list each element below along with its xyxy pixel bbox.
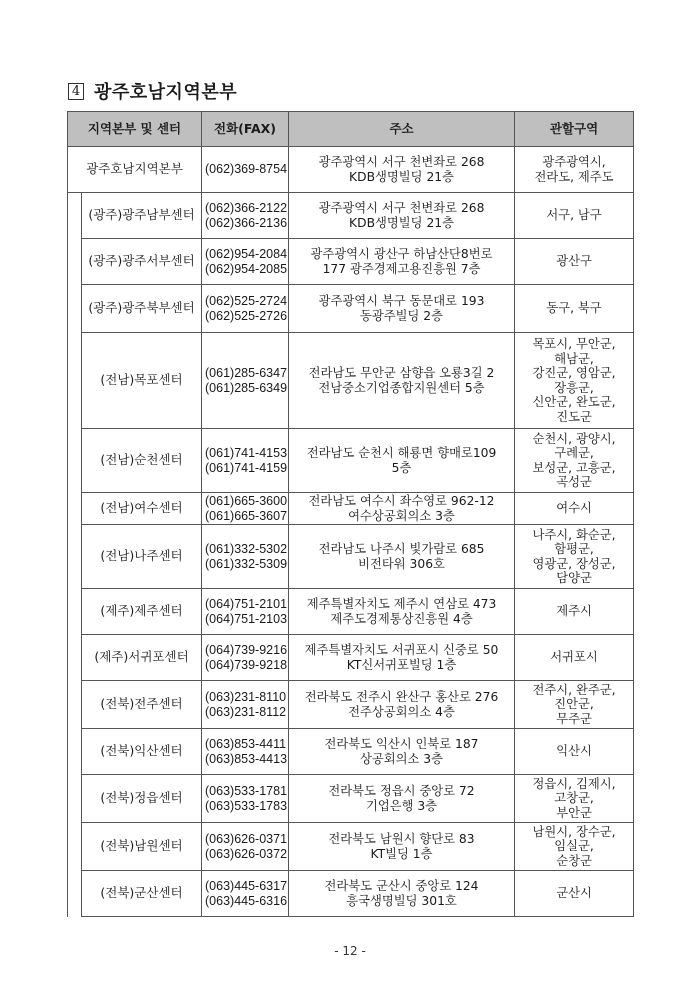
center-region: 서귀포시 <box>515 635 634 681</box>
center-name: (전남)여수센터 <box>82 493 202 525</box>
page-number: - 12 - <box>334 944 366 958</box>
header-address: 주소 <box>289 112 515 147</box>
center-region: 목포시, 무안군, 해남군, 강진군, 영암군, 장흥군, 신안군, 완도군, 진도군 <box>515 333 634 429</box>
center-phone: (064)739-9216 (064)739-9218 <box>202 635 289 681</box>
table-row <box>68 285 634 333</box>
center-address: 전라남도 순천시 해룡면 향매로109 5층 <box>289 429 515 493</box>
header-center: 지역본부 및 센터 <box>68 112 202 147</box>
table-row <box>68 333 634 429</box>
center-name: (전남)순천센터 <box>82 429 202 493</box>
indent-cell <box>68 729 82 775</box>
indent-cell <box>68 429 82 493</box>
center-name: (전북)군산센터 <box>82 871 202 917</box>
indent-cell <box>68 823 82 871</box>
center-name: (광주)광주서부센터 <box>82 239 202 285</box>
center-name: (전북)전주센터 <box>82 681 202 729</box>
center-address: 전라남도 나주시 빛가람로 685 비전타워 306호 <box>289 525 515 589</box>
section-number-box: 4 <box>68 83 84 100</box>
center-address: 전라북도 군산시 중앙로 124 흥국생명빌딩 301호 <box>289 871 515 917</box>
center-region: 나주시, 화순군, 함평군, 영광군, 장성군, 담양군 <box>515 525 634 589</box>
center-address: 제주특별자치도 제주시 연삼로 473 제주도경제통상진흥원 4층 <box>289 589 515 635</box>
center-address: 전라북도 정읍시 중앙로 72 기업은행 3층 <box>289 775 515 823</box>
table-row <box>68 681 634 729</box>
center-address: 제주특별자치도 서귀포시 신중로 50 KT신서귀포빌딩 1층 <box>289 635 515 681</box>
center-phone: (061)741-4153 (061)741-4159 <box>202 429 289 493</box>
center-phone: (061)332-5302 (061)332-5309 <box>202 525 289 589</box>
header-region: 관할구역 <box>515 112 634 147</box>
center-directory-table <box>67 111 634 917</box>
indent-cell <box>68 871 82 917</box>
center-region: 서구, 남구 <box>515 193 634 239</box>
table-row-hq <box>68 147 634 193</box>
hq-phone: (062)369-8754 <box>202 147 289 193</box>
center-phone: (062)366-2122 (062)366-2136 <box>202 193 289 239</box>
center-name: (제주)서귀포센터 <box>82 635 202 681</box>
hq-name: 광주호남지역본부 <box>68 147 202 193</box>
indent-cell <box>68 333 82 429</box>
center-phone: (063)533-1781 (063)533-1783 <box>202 775 289 823</box>
table-row <box>68 729 634 775</box>
section-title: 광주호남지역본부 <box>94 82 238 103</box>
center-region: 광산구 <box>515 239 634 285</box>
table-row <box>68 635 634 681</box>
center-address: 광주광역시 서구 천변좌로 268 KDB생명빌딩 21층 <box>289 193 515 239</box>
indent-cell <box>68 525 82 589</box>
center-name: (전남)목포센터 <box>82 333 202 429</box>
hq-region: 광주광역시, 전라도, 제주도 <box>515 147 634 193</box>
center-address: 광주광역시 북구 동문대로 193 동광주빌딩 2층 <box>289 285 515 333</box>
center-name: (전남)나주센터 <box>82 525 202 589</box>
center-name: (전북)남원센터 <box>82 823 202 871</box>
center-region: 전주시, 완주군, 진안군, 무주군 <box>515 681 634 729</box>
center-region: 남원시, 장수군, 임실군, 순창군 <box>515 823 634 871</box>
section-heading <box>68 78 237 104</box>
center-name: (광주)광주남부센터 <box>82 193 202 239</box>
hq-address: 광주광역시 서구 천변좌로 268 KDB생명빌딩 21층 <box>289 147 515 193</box>
indent-cell <box>68 193 82 239</box>
table-row <box>68 589 634 635</box>
center-region: 동구, 북구 <box>515 285 634 333</box>
center-address: 광주광역시 광산구 하남산단8번로 177 광주경제고용진흥원 7층 <box>289 239 515 285</box>
table-row <box>68 775 634 823</box>
center-name: (광주)광주북부센터 <box>82 285 202 333</box>
table-row <box>68 493 634 525</box>
center-address: 전라북도 남원시 향단로 83 KT빌딩 1층 <box>289 823 515 871</box>
table-row <box>68 525 634 589</box>
center-region: 제주시 <box>515 589 634 635</box>
center-phone: (061)285-6347 (061)285-6349 <box>202 333 289 429</box>
center-address: 전라북도 익산시 인북로 187 상공회의소 3층 <box>289 729 515 775</box>
indent-cell <box>68 239 82 285</box>
center-phone: (061)665-3600 (061)665-3607 <box>202 493 289 525</box>
center-name: (전북)익산센터 <box>82 729 202 775</box>
indent-cell <box>68 493 82 525</box>
table-header-row <box>68 112 634 147</box>
center-region: 군산시 <box>515 871 634 917</box>
center-phone: (062)954-2084 (062)954-2085 <box>202 239 289 285</box>
header-phone: 전화(FAX) <box>202 112 289 147</box>
table-row <box>68 823 634 871</box>
indent-cell <box>68 589 82 635</box>
center-region: 순천시, 광양시, 구례군, 보성군, 고흥군, 곡성군 <box>515 429 634 493</box>
indent-cell <box>68 285 82 333</box>
center-phone: (063)445-6317 (063)445-6316 <box>202 871 289 917</box>
center-name: (제주)제주센터 <box>82 589 202 635</box>
center-address: 전라남도 여수시 좌수영로 962-12 여수상공회의소 3층 <box>289 493 515 525</box>
center-region: 정읍시, 김제시, 고창군, 부안군 <box>515 775 634 823</box>
center-region: 익산시 <box>515 729 634 775</box>
center-phone: (063)853-4411 (063)853-4413 <box>202 729 289 775</box>
center-name: (전북)정읍센터 <box>82 775 202 823</box>
indent-cell <box>68 635 82 681</box>
table-row <box>68 239 634 285</box>
table-row <box>68 871 634 917</box>
table-row <box>68 193 634 239</box>
center-phone: (063)231-8110 (063)231-8112 <box>202 681 289 729</box>
center-address: 전라북도 전주시 완산구 홍산로 276 전주상공회의소 4층 <box>289 681 515 729</box>
table-row <box>68 429 634 493</box>
indent-cell <box>68 775 82 823</box>
center-region: 여수시 <box>515 493 634 525</box>
center-address: 전라남도 무안군 삼향읍 오룡3길 2 전남중소기업종합지원센터 5층 <box>289 333 515 429</box>
center-phone: (062)525-2724 (062)525-2726 <box>202 285 289 333</box>
indent-cell <box>68 681 82 729</box>
center-phone: (064)751-2101 (064)751-2103 <box>202 589 289 635</box>
center-phone: (063)626-0371 (063)626-0372 <box>202 823 289 871</box>
